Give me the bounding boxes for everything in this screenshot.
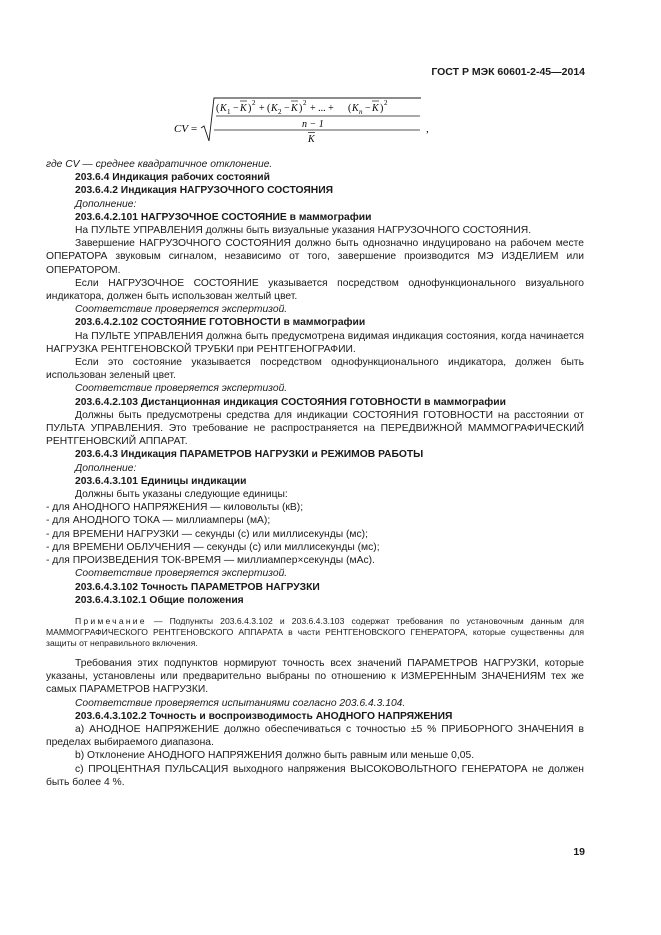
heading-203-6-4-2-102: 203.6.4.2.102 СОСТОЯНИЕ ГОТОВНОСТИ в маммографии — [75, 317, 366, 329]
num-minus-2: − — [284, 103, 290, 114]
num-minus-3: − — [365, 103, 371, 114]
num-minus-1: − — [233, 103, 239, 114]
num-ellipsis: + ... + — [310, 103, 334, 114]
cv-definition: где CV — среднее квадратичное отклонение. — [46, 159, 273, 170]
denominator-kbar: K — [308, 134, 315, 145]
num-rparen-3: ) — [380, 103, 384, 114]
heading-203-6-4-3: 203.6.4.3 Индикация ПАРАМЕТРОВ НАГРУЗКИ и РЕЖИМОВ РАБОТЫ — [75, 449, 424, 461]
heading-203-6-4-2-101: 203.6.4.2.101 НАГРУЗОЧНОЕ СОСТОЯНИЕ в маммографии — [75, 211, 372, 223]
paragraph: На ПУЛЬТЕ УПРАВЛЕНИЯ должна быть предусмотрена видимая индикация состояния, когда начинается НАГРУЗКА РЕНТГЕНОВСКОЙ ТРУБКИ при РЕНТГЕНОГРАФИИ. — [46, 330, 584, 355]
compliance-note: Соответствие проверяется экспертизой. — [75, 304, 288, 316]
num-lparen-3: ( — [348, 103, 352, 114]
num-kbar-1: K — [240, 103, 247, 114]
num-sub-2: 2 — [278, 108, 282, 116]
formula-equals: = — [191, 123, 198, 135]
num-rparen-2: ) — [299, 103, 303, 114]
document-body — [46, 158, 584, 789]
compliance-note: Соответствие проверяется испытаниями согласно 203.6.4.3.104. — [75, 697, 406, 709]
paragraph: Должны быть указаны следующие единицы: — [75, 489, 288, 501]
num-kbar-3: K — [372, 103, 379, 114]
num-sq-3: 2 — [384, 99, 388, 107]
compliance-note: Соответствие проверяется экспертизой. — [75, 568, 288, 580]
paragraph: Если это состояние указывается посредством однофункционального индикатора, должен быть использован зеленый цвет. — [46, 357, 584, 382]
denominator-n-minus-1: n − 1 — [302, 119, 324, 130]
heading-203-6-4: 203.6.4 Индикация рабочих состояний — [75, 172, 270, 184]
note-text: — Подпункты 203.6.4.3.102 и 203.6.4.3.103 содержат требования по установочным данным для МАММОГРАФИЧЕСКОГО РЕНТГЕНОВСКОГО АППАРАТА в части РЕНТГЕНОВСКОГО ГЕНЕРАТОРА, которые существенны для защиты от неправильного включения. — [46, 615, 584, 648]
heading-203-6-4-3-102: 203.6.4.3.102 Точность ПАРАМЕТРОВ НАГРУЗКИ — [75, 581, 320, 593]
num-sq-1: 2 — [252, 99, 256, 107]
cv-formula — [174, 92, 444, 152]
num-lparen-1: ( — [216, 103, 220, 114]
list-item: - для АНОДНОГО НАПРЯЖЕНИЯ — киловольты (кВ); — [46, 502, 304, 514]
heading-203-6-4-2: 203.6.4.2 Индикация НАГРУЗОЧНОГО СОСТОЯНИЯ — [75, 185, 334, 197]
list-item: - для АНОДНОГО ТОКА — миллиамперы (мА); — [46, 515, 271, 527]
supplement-label: Дополнение: — [75, 198, 137, 210]
list-item-a: a) АНОДНОЕ НАПРЯЖЕНИЕ должно обеспечиваться с точностью ±5 % ПРИБОРНОГО ЗНАЧЕНИЯ в пределах выбираемого диапазона. — [46, 723, 584, 749]
num-kbar-2: K — [291, 103, 298, 114]
standard-header: ГОСТ Р МЭК 60601-2-45—2014 — [431, 66, 585, 78]
list-item-b: b) Отклонение АНОДНОГО НАПРЯЖЕНИЯ должно быть равным или меньше 0,05. — [75, 750, 475, 762]
note — [46, 616, 584, 649]
num-sub-1: 1 — [227, 108, 231, 116]
paragraph: Должны быть предусмотрены средства для индикации СОСТОЯНИЯ ГОТОВНОСТИ на расстоянии от ПУЛЬТА УПРАВЛЕНИЯ. Это требование не распространяется на ПЕРЕДВИЖНОЙ МАММОГРАФИЧЕСКИЙ РЕНТГЕНОВСКИЙ АППАРАТ. — [46, 409, 584, 448]
num-sq-2: 2 — [303, 99, 307, 107]
num-k1: K — [220, 103, 227, 114]
list-item: - для ВРЕМЕНИ ОБЛУЧЕНИЯ — секунды (с) или миллисекунды (мс); — [46, 541, 380, 553]
page-number: 19 — [573, 846, 585, 858]
num-k2: K — [271, 103, 278, 114]
heading-203-6-4-3-101: 203.6.4.3.101 Единицы индикации — [75, 475, 247, 487]
heading-203-6-4-2-103: 203.6.4.2.103 Дистанционная индикация СОСТОЯНИЯ ГОТОВНОСТИ в маммографии — [75, 396, 506, 408]
heading-203-6-4-3-102-1: 203.6.4.3.102.1 Общие положения — [75, 594, 244, 606]
num-lparen-2: ( — [267, 103, 271, 114]
heading-203-6-4-3-102-2: 203.6.4.3.102.2 Точность и воспроизводимость АНОДНОГО НАПРЯЖЕНИЯ — [75, 710, 453, 722]
formula-lhs: CV — [174, 123, 189, 135]
note-label: Примечание — [75, 615, 147, 626]
num-plus-1: + — [259, 103, 265, 114]
compliance-note: Соответствие проверяется экспертизой. — [75, 383, 288, 395]
list-item: - для ВРЕМЕНИ НАГРУЗКИ — секунды (с) или миллисекунды (мс); — [46, 528, 368, 540]
num-rparen-1: ) — [248, 103, 252, 114]
paragraph: Завершение НАГРУЗОЧНОГО СОСТОЯНИЯ должно быть однозначно индуцировано на рабочем месте ОПЕРАТОРА звуковым сигналом, независимо от того, завершение производится МЭ ИЗДЕЛИЕМ или ОПЕРАТОРОМ. — [46, 238, 584, 276]
supplement-label: Дополнение: — [75, 462, 137, 474]
paragraph: Если НАГРУЗОЧНОЕ СОСТОЯНИЕ указывается посредством однофункционального визуального индикатора, должен быть использован желтый цвет. — [46, 277, 584, 303]
num-kn: K — [352, 103, 359, 114]
paragraph: Требования этих подпунктов нормируют точность всех значений ПАРАМЕТРОВ НАГРУЗКИ, которые указаны, установлены или предварительно выбраны по отношению к ИЗМЕРЕННЫМ ЗНАЧЕНИЯМ тех же самых ПАРАМЕТРОВ НАГРУЗКИ. — [46, 657, 584, 696]
list-item: - для ПРОИЗВЕДЕНИЯ ТОК-ВРЕМЯ — миллиампер×секунды (мАс). — [46, 555, 375, 567]
formula-comma: , — [426, 123, 429, 135]
paragraph: На ПУЛЬТЕ УПРАВЛЕНИЯ должны быть визуальные указания НАГРУЗОЧНОГО СОСТОЯНИЯ. — [75, 225, 532, 237]
list-item-c: c) ПРОЦЕНТНАЯ ПУЛЬСАЦИЯ выходного напряжения ВЫСОКОВОЛЬТНОГО ГЕНЕРАТОРА не должен быть более 4 %. — [46, 763, 584, 788]
num-sub-n: n — [359, 108, 363, 116]
